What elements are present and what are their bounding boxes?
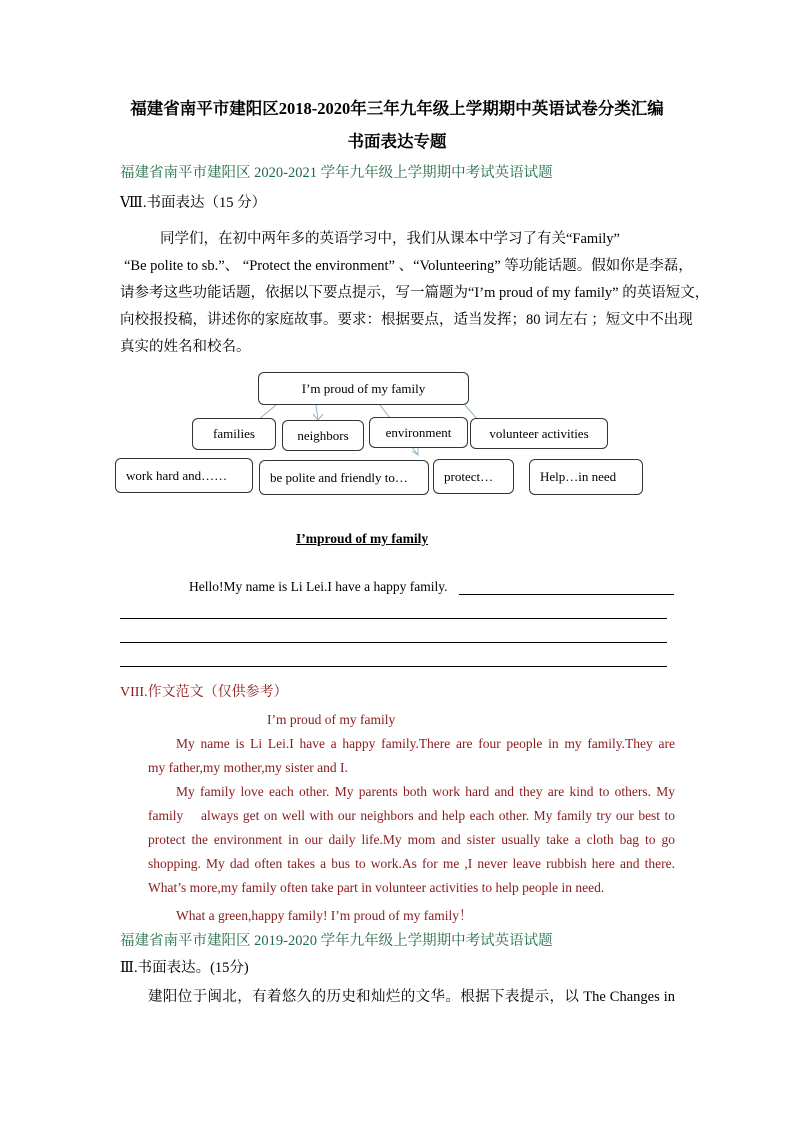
diagram-node-protect: protect…: [433, 459, 514, 494]
diagram-root-node: I’m proud of my family: [258, 372, 469, 405]
sample-line-5: protect the environment in our daily life.My mom and sister usually take a cloth bag to go: [148, 832, 675, 847]
sample-title: I’m proud of my family: [267, 712, 396, 727]
sample-line-4: family always get on well with our neighbors and help each other. My family try our best to: [148, 808, 675, 823]
section2-source: 福建省南平市建阳区 2019-2020 学年九年级上学期期中考试英语试题: [120, 933, 553, 949]
answer-line[interactable]: [120, 618, 667, 619]
section1-heading: Ⅷ.书面表达（15 分）: [120, 195, 267, 211]
section1-source: 福建省南平市建阳区 2020-2021 学年九年级上学期期中考试英语试题: [120, 165, 553, 181]
diagram-node-families: families: [192, 418, 276, 450]
section2-heading: Ⅲ.书面表达。(15分): [120, 960, 249, 976]
sample-heading: VIII.作文范文（仅供参考）: [120, 685, 288, 700]
diagram-node-environment: environment: [369, 417, 468, 448]
sample-line-8: What a green,happy family! I’m proud of my family！: [176, 908, 473, 923]
sample-line-6: shopping. My dad often takes a bus to work.As for me ,I never leave rubbish here and there.: [148, 856, 675, 871]
document-title: 福建省南平市建阳区2018-2020年三年九年级上学期期中英语试卷分类汇编: [130, 99, 664, 118]
section2-prompt: 建阳位于闽北，有着悠久的历史和灿烂的文华。根据下表提示，以 The Changes in: [148, 989, 675, 1005]
essay-title: I’mproud of my family: [296, 531, 429, 546]
diagram-node-work-hard: work hard and……: [115, 458, 253, 493]
document-subtitle: 书面表达专题: [347, 132, 447, 151]
answer-line[interactable]: [459, 594, 674, 595]
sample-line-3: My family love each other. My parents both work hard and they are kind to others. My: [176, 784, 675, 799]
sample-line-2: my father,my mother,my sister and I.: [148, 760, 348, 775]
prompt-line-1: 同学们，在初中两年多的英语学习中，我们从课本中学习了有关“Family”: [160, 231, 620, 247]
prompt-line-2: “Be polite to sb.”、 “Protect the environment” 、“Volunteering” 等功能话题。假如你是李磊，: [124, 258, 693, 274]
prompt-line-3: 请参考这些功能话题，依据以下要点提示，写一篇题为“I’m proud of my family” 的英语短文，: [120, 285, 710, 301]
sample-line-7: What’s more,my family often take part in volunteer activities to help people in need.: [148, 880, 605, 895]
prompt-line-4: 向校报投稿，讲述你的家庭故事。要求：根据要点，适当发挥；80 词左右 ；短文中不出现: [120, 312, 693, 328]
prompt-line-5: 真实的姓名和校名。: [120, 339, 251, 355]
diagram-node-help: Help…in need: [529, 459, 643, 495]
diagram-node-volunteer: volunteer activities: [470, 418, 608, 449]
answer-line[interactable]: [120, 666, 667, 667]
diagram-node-be-polite: be polite and friendly to…: [259, 460, 429, 495]
sample-line-1: My name is Li Lei.I have a happy family.There are four people in my family.They are: [176, 736, 675, 751]
answer-line[interactable]: [120, 642, 667, 643]
diagram-node-neighbors: neighbors: [282, 420, 364, 451]
essay-start-text: Hello!My name is Li Lei.I have a happy family.: [189, 579, 448, 594]
